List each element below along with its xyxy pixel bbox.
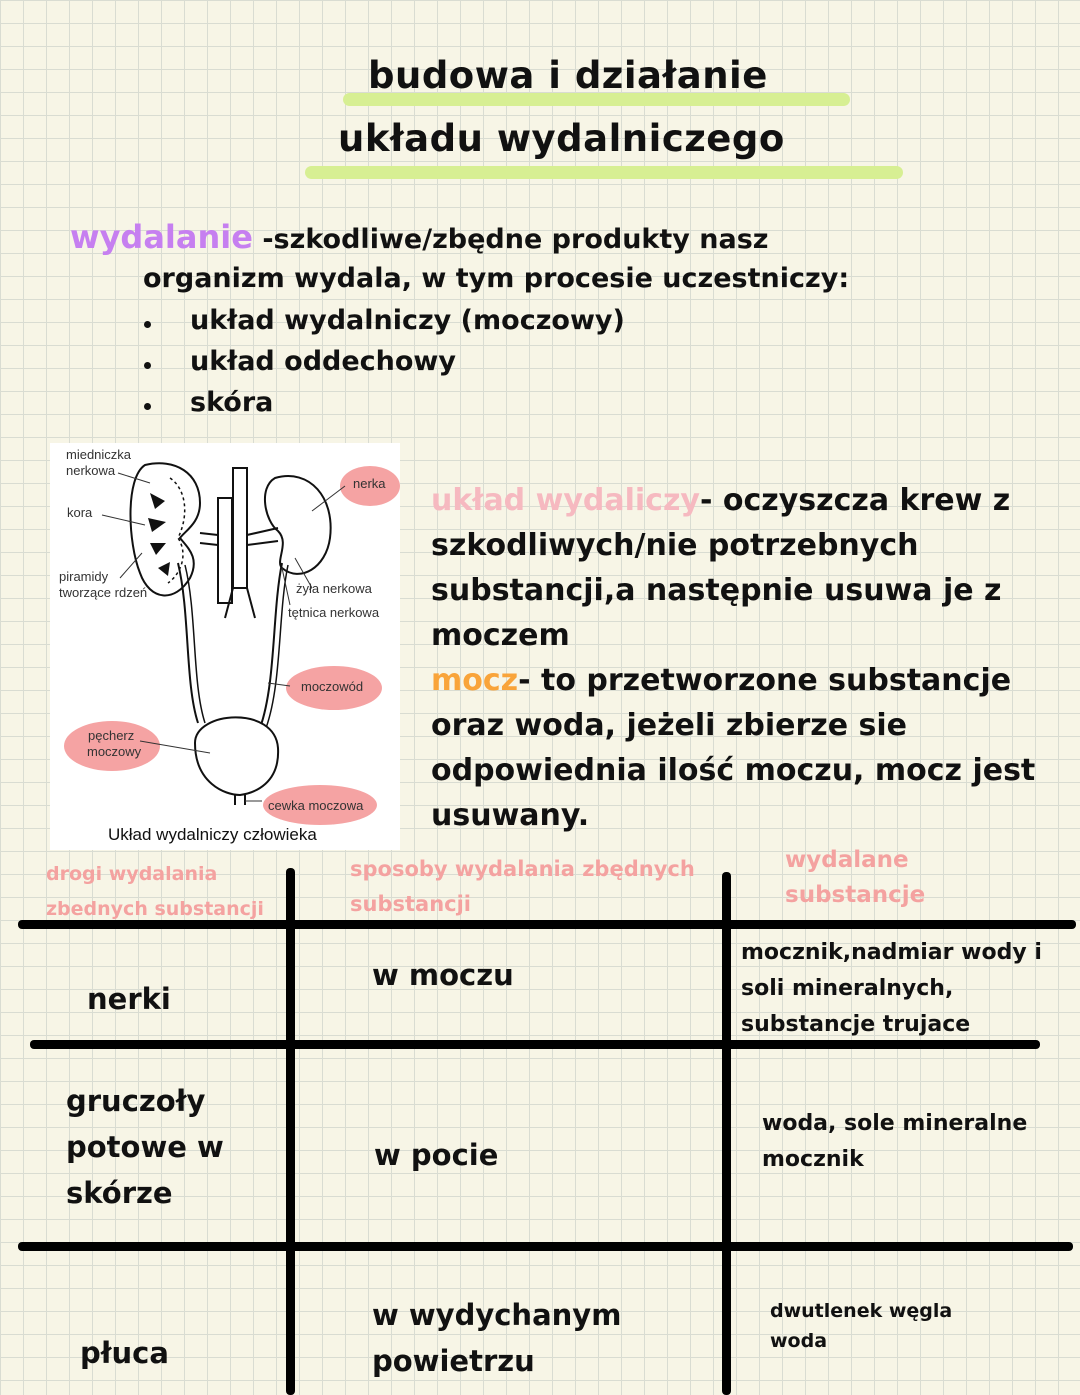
label-miedniczka-1: miedniczka: [66, 447, 132, 462]
label-tetnica: tętnica nerkowa: [288, 605, 380, 620]
table-header-col3: wydalane substancje: [785, 847, 926, 908]
aorta: [233, 468, 247, 588]
table-row-rule-2: [18, 1242, 1073, 1251]
def-uklad-line4: moczem: [431, 618, 570, 653]
table-row-1-organ: nerki: [87, 982, 171, 1016]
def-uklad-line1: układ wydaliczy- oczyszcza krew z: [431, 483, 1011, 518]
bullet-dot: [144, 321, 151, 328]
term-mocz: mocz: [431, 663, 519, 698]
def-mocz-line1: mocz- to przetworzone substancje: [431, 663, 1012, 698]
table-row-2-organ: gruczoły potowe w skórze: [66, 1084, 224, 1210]
def-mocz-line4: usuwany.: [431, 798, 590, 833]
label-cewka: cewka moczowa: [268, 798, 364, 813]
bladder: [195, 717, 278, 795]
title-highlight-2: [305, 166, 903, 179]
label-pecherz-2: moczowy: [87, 744, 142, 759]
label-nerka: nerka: [353, 476, 386, 491]
page-title-line2: układu wydalniczego: [338, 117, 785, 160]
table-row-2-substances: woda, sole mineralne mocznik: [762, 1111, 1028, 1172]
right-kidney: [265, 476, 331, 574]
intro-item-2: układ oddechowy: [190, 346, 456, 377]
label-piramidy-1: piramidy: [59, 569, 109, 584]
table-row-1-way: w moczu: [372, 958, 514, 992]
intro-item-1: układ wydalniczy (moczowy): [190, 305, 625, 336]
def-mocz-line2: oraz woda, jeżeli zbierze sie: [431, 708, 907, 743]
vena-cava: [218, 498, 232, 603]
intro-def-line1: -szkodliwe/zbędne produkty nasz: [252, 224, 769, 255]
table-header-col2: sposoby wydalania zbędnych substancji: [350, 857, 695, 916]
table-vertical-line-1: [286, 868, 295, 1395]
label-moczowod: moczowód: [301, 679, 364, 694]
table-header-col1: drogi wydalania zbednych substancji: [46, 863, 264, 920]
term-uklad-wydaliczy: układ wydaliczy: [431, 483, 700, 518]
bullet-dot: [144, 403, 151, 410]
label-pecherz-1: pęcherz: [88, 728, 135, 743]
left-kidney: [130, 463, 200, 595]
excretory-system-diagram: [50, 443, 400, 850]
diagram-caption: Układ wydalniczy człowieka: [108, 825, 317, 844]
term-wydalanie: wydalanie: [70, 218, 253, 256]
table-row-3-way: w wydychanym powietrzu: [372, 1298, 622, 1378]
label-zyla: żyła nerkowa: [296, 581, 372, 596]
def-mocz-line3: odpowiednia ilość moczu, mocz jest: [431, 753, 1036, 788]
page-title-line1: budowa i działanie: [368, 54, 768, 97]
intro-definition: [70, 218, 769, 256]
intro-item-3: skóra: [190, 387, 274, 418]
table-vertical-line-2: [722, 872, 731, 1395]
def-uklad-line3: substancji,a następnie usuwa je z: [431, 573, 1002, 608]
label-piramidy-2: tworzące rdzeń: [59, 585, 148, 600]
diagram-illustration: [50, 443, 400, 850]
label-kora: kora: [67, 505, 93, 520]
label-miedniczka-2: nerkowa: [66, 463, 116, 478]
table-header-rule: [18, 920, 1076, 929]
table-row-3-organ: płuca: [80, 1336, 169, 1370]
table-row-3-substances: dwutlenek węgla woda: [770, 1300, 953, 1352]
table-row-1-substances: mocznik,nadmiar wody i soli mineralnych, substancje trujace: [741, 940, 1042, 1037]
def-uklad-line2: szkodliwych/nie potrzebnych: [431, 528, 919, 563]
intro-def-line2: organizm wydala, w tym procesie uczestniczy:: [143, 263, 850, 294]
table-row-2-way: w pocie: [374, 1138, 499, 1172]
bullet-dot: [144, 362, 151, 369]
